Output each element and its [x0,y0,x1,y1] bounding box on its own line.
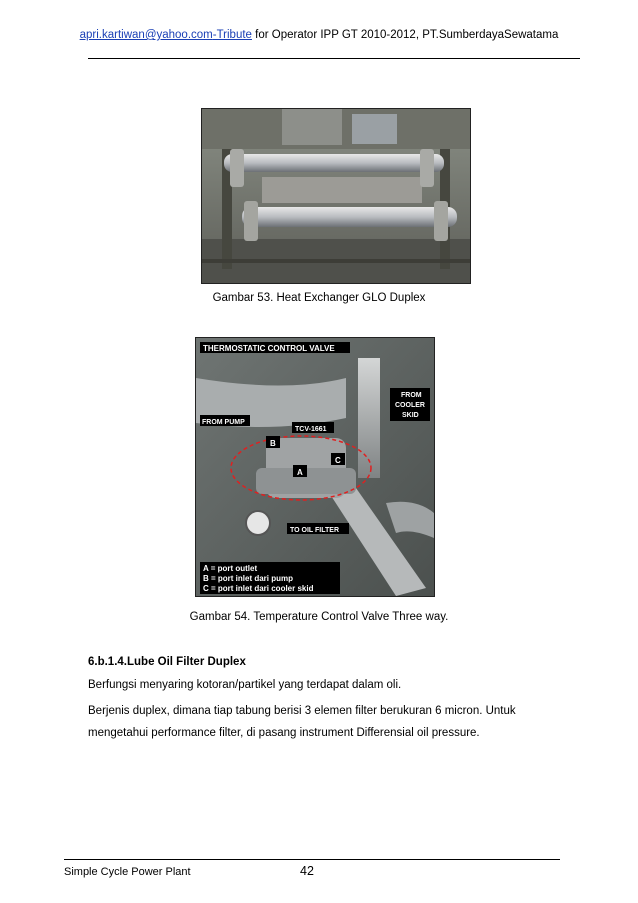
paragraph-1: Berfungsi menyaring kotoran/partikel yang terdapat dalam oli. [88,679,402,691]
email-link[interactable]: apri.kartiwan@yahoo.com-Tribute [79,29,252,41]
label-tcv: TCV-1661 [295,426,327,433]
page-number: 42 [300,864,314,878]
label-b: B [270,439,276,448]
label-thermostatic: THERMOSTATIC CONTROL VALVE [203,344,335,353]
label-a: A [297,468,303,477]
label-cooler: COOLER [395,402,425,409]
header-text: for Operator IPP GT 2010-2012, PT.SumberdayaSewatama [251,29,559,41]
section-title: 6.b.1.4.Lube Oil Filter Duplex [88,656,246,668]
legend-b: B = port inlet dari pump [203,574,294,583]
footer-rule [64,859,560,860]
figure-54-caption: Gambar 54. Temperature Control Valve Three way. [189,611,449,623]
label-skid: SKID [402,412,419,419]
figure-53-caption: Gambar 53. Heat Exchanger GLO Duplex [212,292,426,304]
footer-title: Simple Cycle Power Plant [64,866,191,878]
paragraph-2: Berjenis duplex, dimana tiap tabung berisi 3 elemen filter berukuran 6 micron. Untuk mengetahui performance filter, di pasang instrument Differensial oil pressure. [88,705,516,739]
label-to-oil-filter: TO OIL FILTER [290,527,339,534]
legend-a: A = port outlet [203,564,258,573]
control-valve-photo [195,337,435,597]
label-from: FROM [401,392,422,399]
heat-exchanger-photo [201,108,471,284]
legend-c: C = port inlet dari cooler skid [203,584,314,593]
header-rule [88,58,580,59]
page-header [0,29,638,41]
label-c: C [335,456,341,465]
label-from-pump: FROM PUMP [202,419,245,426]
